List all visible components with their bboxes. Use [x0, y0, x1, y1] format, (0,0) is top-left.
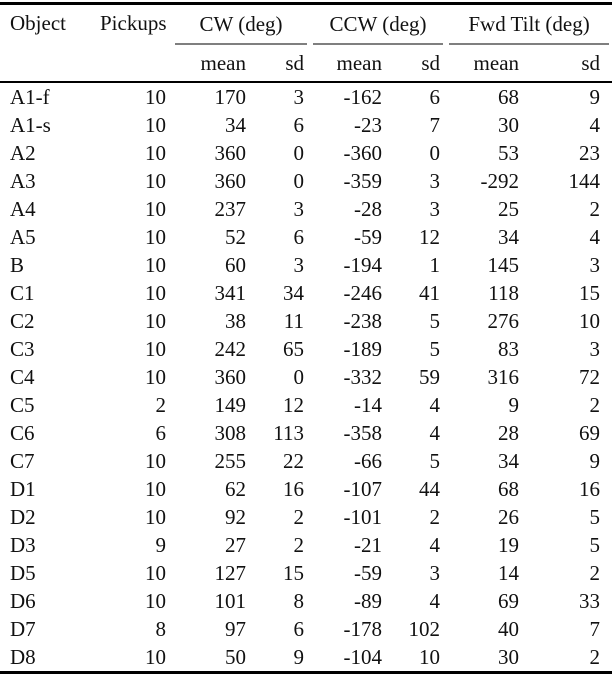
cell-cw-sd: 6: [293, 617, 305, 641]
cell-cw-sd: 9: [293, 645, 305, 669]
table-header: [0, 4, 612, 83]
col-group-cw: [172, 4, 310, 46]
cell-cw-mean: 97: [225, 617, 246, 641]
cell-cw-mean: 242: [214, 337, 246, 361]
cell-ccw-mean: -178: [343, 617, 383, 641]
results-table: [0, 2, 612, 674]
cell-cw-sd: 2: [293, 505, 305, 529]
cell-cw-sd: 15: [283, 561, 305, 585]
cell-object: A2: [10, 141, 36, 165]
cell-object: A3: [10, 169, 36, 193]
cell-fwd-mean: 19: [498, 533, 520, 557]
col-header-ccw-sd: sd: [388, 45, 446, 82]
cell-fwd-sd: 16: [579, 477, 601, 501]
cell-object: C1: [10, 281, 35, 305]
cell-pickups: 10: [145, 113, 166, 137]
table-row: [0, 335, 612, 363]
cell-ccw-sd: 102: [408, 617, 441, 641]
cell-object: C7: [10, 449, 35, 473]
cell-cw-mean: 255: [214, 449, 246, 473]
cell-ccw-mean: -66: [354, 449, 383, 473]
cell-cw-mean: 341: [214, 281, 246, 305]
table-row: [0, 167, 612, 195]
cell-ccw-sd: 12: [419, 225, 441, 249]
cell-fwd-mean: 34: [498, 225, 520, 249]
cell-ccw-sd: 0: [429, 141, 441, 165]
cell-pickups: 10: [145, 309, 166, 333]
cell-fwd-sd: 4: [589, 113, 601, 137]
cell-fwd-sd: 72: [579, 365, 601, 389]
cell-ccw-sd: 4: [429, 533, 441, 557]
cell-cw-mean: 62: [225, 477, 246, 501]
cell-pickups: 10: [145, 197, 166, 221]
cell-ccw-sd: 44: [419, 477, 441, 501]
cell-cw-mean: 360: [214, 365, 246, 389]
cell-fwd-sd: 9: [589, 85, 601, 109]
col-header-pickups: Pickups: [100, 4, 172, 83]
cell-ccw-sd: 1: [429, 253, 441, 277]
cell-ccw-mean: -101: [343, 505, 383, 529]
cell-cw-mean: 170: [214, 85, 246, 109]
cell-ccw-mean: -162: [343, 85, 383, 109]
table-row: [0, 475, 612, 503]
cell-fwd-mean: 53: [498, 141, 520, 165]
cell-ccw-mean: -89: [354, 589, 383, 613]
cell-pickups: 10: [145, 141, 166, 165]
cell-ccw-sd: 5: [429, 309, 441, 333]
col-header-cw-sd: sd: [252, 45, 310, 82]
col-group-fwd-tilt: [446, 4, 612, 46]
table-row: [0, 139, 612, 167]
cell-fwd-mean: 118: [488, 281, 520, 305]
cell-fwd-sd: 5: [589, 505, 601, 529]
table-row: [0, 391, 612, 419]
cell-fwd-sd: 5: [589, 533, 601, 557]
cell-ccw-sd: 3: [429, 197, 441, 221]
cell-ccw-mean: -194: [343, 253, 383, 277]
cell-fwd-mean: 40: [498, 617, 520, 641]
cell-fwd-mean: 30: [498, 645, 520, 669]
cell-pickups: 10: [145, 225, 166, 249]
table-row: [0, 447, 612, 475]
cell-fwd-mean: 83: [498, 337, 520, 361]
cell-fwd-sd: 69: [579, 421, 601, 445]
table-row: [0, 363, 612, 391]
cell-ccw-mean: -14: [354, 393, 383, 417]
cell-object: D3: [10, 533, 36, 557]
col-header-object: Object: [0, 4, 100, 83]
cell-object: C4: [10, 365, 35, 389]
cell-cw-sd: 3: [293, 197, 305, 221]
cell-ccw-mean: -107: [343, 477, 383, 501]
cell-cw-mean: 149: [214, 393, 246, 417]
cell-ccw-mean: -246: [343, 281, 383, 305]
cell-fwd-sd: 4: [589, 225, 601, 249]
cell-ccw-sd: 6: [429, 85, 441, 109]
cell-cw-sd: 6: [293, 225, 305, 249]
cell-ccw-mean: -332: [343, 365, 383, 389]
cell-fwd-sd: 33: [579, 589, 601, 613]
cell-cw-mean: 237: [214, 197, 246, 221]
cell-fwd-sd: 144: [568, 169, 601, 193]
cell-cw-sd: 2: [293, 533, 305, 557]
cell-fwd-sd: 2: [589, 197, 601, 221]
cell-cw-sd: 113: [273, 421, 305, 445]
cell-object: C5: [10, 393, 35, 417]
cell-fwd-mean: 69: [498, 589, 520, 613]
cell-cw-mean: 360: [214, 169, 246, 193]
cell-ccw-mean: -21: [354, 533, 383, 557]
table-row: [0, 251, 612, 279]
cell-pickups: 10: [145, 85, 166, 109]
cell-fwd-sd: 3: [589, 337, 601, 361]
cell-cw-sd: 11: [283, 309, 305, 333]
cell-fwd-mean: 276: [487, 309, 520, 333]
table-row: [0, 559, 612, 587]
table-row: [0, 223, 612, 251]
table-row: [0, 307, 612, 335]
cell-pickups: 2: [155, 393, 166, 417]
cell-object: A5: [10, 225, 36, 249]
cell-fwd-mean: 26: [498, 505, 520, 529]
col-header-ccw-mean: mean: [310, 45, 388, 82]
col-group-fwd-tilt-label: Fwd Tilt (deg): [449, 5, 609, 45]
cell-ccw-mean: -59: [354, 561, 383, 585]
cell-ccw-mean: -358: [343, 421, 383, 445]
cell-cw-mean: 50: [225, 645, 246, 669]
cell-pickups: 10: [145, 477, 166, 501]
cell-ccw-sd: 7: [429, 113, 441, 137]
cell-cw-mean: 34: [225, 113, 246, 137]
cell-cw-sd: 65: [283, 337, 305, 361]
cell-cw-sd: 0: [293, 141, 305, 165]
cell-cw-sd: 6: [293, 113, 305, 137]
cell-pickups: 10: [145, 561, 166, 585]
cell-fwd-mean: 34: [498, 449, 520, 473]
table-row: [0, 587, 612, 615]
cell-cw-mean: 308: [214, 421, 246, 445]
cell-pickups: 10: [145, 449, 166, 473]
cell-fwd-mean: 68: [498, 477, 520, 501]
cell-ccw-sd: 5: [429, 449, 441, 473]
cell-ccw-sd: 5: [429, 337, 441, 361]
cell-object: A1-s: [10, 113, 51, 137]
cell-ccw-sd: 2: [429, 505, 441, 529]
cell-fwd-mean: 14: [498, 561, 520, 585]
cell-cw-mean: 52: [225, 225, 246, 249]
cell-cw-sd: 34: [283, 281, 305, 305]
col-group-cw-label: CW (deg): [175, 5, 307, 45]
cell-fwd-mean: 145: [487, 253, 520, 277]
table-row: [0, 279, 612, 307]
cell-ccw-mean: -360: [343, 141, 383, 165]
cell-pickups: 10: [145, 505, 166, 529]
cell-fwd-mean: -292: [480, 169, 520, 193]
cell-fwd-mean: 9: [508, 393, 520, 417]
table-row: [0, 643, 612, 673]
cell-fwd-sd: 15: [579, 281, 601, 305]
cell-ccw-mean: -59: [354, 225, 383, 249]
cell-fwd-mean: 28: [498, 421, 520, 445]
cell-ccw-mean: -104: [343, 645, 383, 669]
cell-pickups: 10: [145, 337, 166, 361]
cell-cw-sd: 16: [283, 477, 305, 501]
cell-ccw-mean: -238: [343, 309, 383, 333]
cell-cw-mean: 27: [225, 533, 246, 557]
cell-fwd-mean: 30: [498, 113, 520, 137]
cell-cw-sd: 0: [293, 169, 305, 193]
col-header-cw-mean: mean: [172, 45, 252, 82]
cell-fwd-sd: 7: [589, 617, 601, 641]
cell-ccw-mean: -28: [354, 197, 383, 221]
cell-fwd-sd: 2: [589, 645, 601, 669]
col-header-fwd-sd: sd: [525, 45, 612, 82]
table-body: [0, 82, 612, 673]
cell-cw-mean: 127: [214, 561, 246, 585]
cell-ccw-sd: 4: [429, 393, 441, 417]
cell-cw-mean: 60: [225, 253, 246, 277]
cell-object: C2: [10, 309, 35, 333]
cell-object: D6: [10, 589, 36, 613]
cell-object: C3: [10, 337, 35, 361]
cell-object: A1-f: [10, 85, 50, 109]
cell-pickups: 10: [145, 253, 166, 277]
cell-pickups: 10: [145, 169, 166, 193]
cell-object: B: [10, 253, 25, 277]
cell-object: C6: [10, 421, 35, 445]
cell-ccw-mean: -23: [354, 113, 383, 137]
cell-pickups: 9: [155, 533, 166, 557]
cell-ccw-sd: 59: [419, 365, 441, 389]
cell-cw-sd: 3: [293, 85, 305, 109]
cell-pickups: 10: [145, 365, 166, 389]
table-row: [0, 419, 612, 447]
cell-fwd-mean: 25: [498, 197, 520, 221]
group-header-row: [0, 4, 612, 46]
cell-fwd-sd: 23: [579, 141, 601, 165]
cell-object: D1: [10, 477, 36, 501]
cell-ccw-sd: 3: [429, 169, 441, 193]
cell-ccw-sd: 41: [419, 281, 441, 305]
col-group-ccw: [310, 4, 446, 46]
cell-fwd-mean: 68: [498, 85, 520, 109]
cell-ccw-sd: 3: [429, 561, 441, 585]
cell-cw-sd: 3: [293, 253, 305, 277]
cell-pickups: 10: [145, 281, 166, 305]
cell-fwd-sd: 10: [579, 309, 601, 333]
cell-pickups: 6: [155, 421, 166, 445]
cell-object: D5: [10, 561, 36, 585]
cell-object: A4: [10, 197, 36, 221]
cell-fwd-sd: 2: [589, 393, 601, 417]
table-row: [0, 531, 612, 559]
cell-ccw-sd: 4: [429, 589, 441, 613]
cell-ccw-sd: 10: [419, 645, 441, 669]
cell-object: D2: [10, 505, 36, 529]
cell-fwd-sd: 2: [589, 561, 601, 585]
cell-cw-sd: 12: [283, 393, 305, 417]
cell-ccw-mean: -359: [343, 169, 383, 193]
cell-fwd-sd: 3: [589, 253, 601, 277]
cell-fwd-mean: 316: [487, 365, 520, 389]
cell-pickups: 10: [145, 589, 166, 613]
cell-object: D7: [10, 617, 36, 641]
table-row: [0, 111, 612, 139]
col-header-fwd-mean: mean: [446, 45, 525, 82]
cell-cw-sd: 8: [293, 589, 305, 613]
cell-cw-sd: 0: [293, 365, 305, 389]
cell-ccw-sd: 4: [429, 421, 441, 445]
table-row: [0, 82, 612, 111]
table-row: [0, 195, 612, 223]
table-row: [0, 503, 612, 531]
cell-cw-mean: 101: [214, 589, 246, 613]
cell-object: D8: [10, 645, 36, 669]
col-group-ccw-label: CCW (deg): [313, 5, 443, 45]
cell-cw-sd: 22: [283, 449, 305, 473]
cell-cw-mean: 92: [225, 505, 246, 529]
cell-cw-mean: 360: [214, 141, 246, 165]
cell-cw-mean: 38: [225, 309, 246, 333]
cell-pickups: 10: [145, 645, 166, 669]
cell-ccw-mean: -189: [343, 337, 383, 361]
cell-pickups: 8: [155, 617, 166, 641]
cell-fwd-sd: 9: [589, 449, 601, 473]
table-row: [0, 615, 612, 643]
